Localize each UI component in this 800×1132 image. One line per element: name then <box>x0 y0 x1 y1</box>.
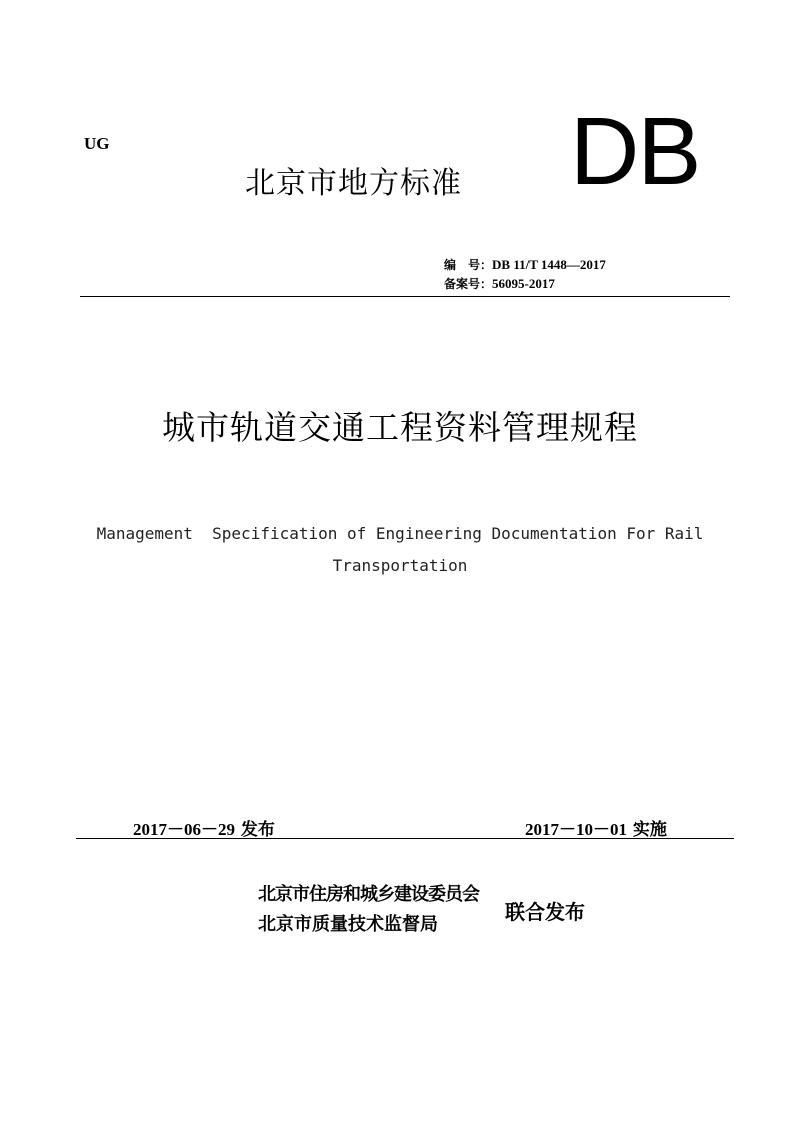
implement-date <box>525 815 667 840</box>
implement-label: 实施 <box>627 820 667 840</box>
record-number <box>444 275 555 292</box>
standard-number <box>444 256 606 273</box>
joint-release-label: 联合发布 <box>505 900 585 924</box>
standard-type: 北京市地方标准 <box>245 166 462 201</box>
publish-date <box>133 815 275 840</box>
top-divider <box>80 296 730 297</box>
standard-number-value: DB 11/T 1448—2017 <box>492 257 606 272</box>
publish-label: 发布 <box>235 820 275 840</box>
issuer-housing-commission: 北京市住房和城乡建设委员会 <box>258 884 479 905</box>
classification-code: UG <box>84 134 110 153</box>
issuer-quality-bureau: 北京市质量技术监督局 <box>258 914 438 935</box>
publish-date-value: 2017－06－29 <box>133 820 235 839</box>
standard-number-label: 编 号： <box>444 258 493 272</box>
document-title: 城市轨道交通工程资料管理规程 <box>162 408 638 447</box>
implement-date-value: 2017－10－01 <box>525 820 627 839</box>
record-number-value: 56095-2017 <box>492 276 555 291</box>
record-number-label: 备案号： <box>444 277 493 291</box>
english-title-line-1: Management Specification of Engineering Documentation For Rail <box>96 524 704 543</box>
english-title <box>0 518 800 582</box>
english-title-line-2: Transportation <box>332 556 468 575</box>
bottom-divider <box>76 838 734 839</box>
db-logo: DB <box>570 98 700 205</box>
